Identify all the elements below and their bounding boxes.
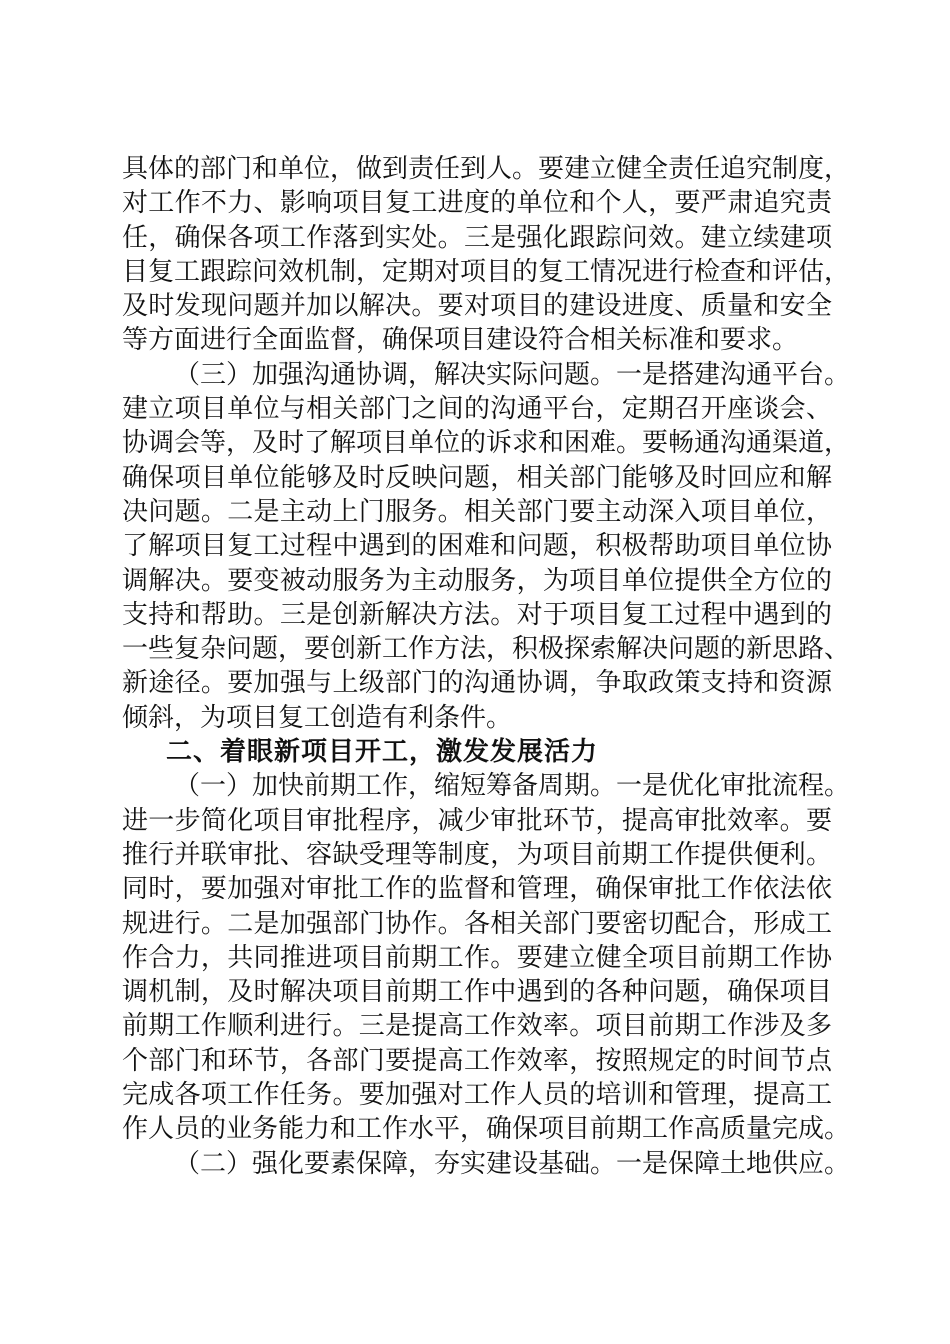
- text-line: 对工作不力、影响项目复工进度的单位和个人，要严肃追究责: [122, 188, 832, 219]
- text-line: 等方面进行全面监督，确保项目建设符合相关标准和要求。: [122, 325, 799, 356]
- text-line: 决问题。二是主动上门服务。相关部门要主动深入项目单位，: [122, 496, 832, 527]
- text-line: 作人员的业务能力和工作水平，确保项目前期工作高质量完成。: [122, 1114, 851, 1145]
- text-line: 新途径。要加强与上级部门的沟通协调，争取政策支持和资源: [122, 668, 832, 699]
- text-line: 了解项目复工过程中遇到的困难和问题，积极帮助项目单位协: [122, 531, 832, 562]
- text-line: 作合力，共同推进项目前期工作。要建立健全项目前期工作协: [122, 942, 832, 973]
- subsection-heading-line: （二）强化要素保障，夯实建设基础。一是保障土地供应。: [174, 1148, 851, 1179]
- text-line: 协调会等，及时了解项目单位的诉求和困难。要畅通沟通渠道，: [122, 428, 851, 459]
- text-line: 完成各项工作任务。要加强对工作人员的培训和管理，提高工: [122, 1080, 832, 1111]
- text-line: 具体的部门和单位，做到责任到人。要建立健全责任追究制度，: [122, 154, 851, 184]
- text-line: 目复工跟踪问效机制，定期对项目的复工情况进行检查和评估，: [122, 256, 851, 287]
- text-line: 任，确保各项工作落到实处。三是强化跟踪问效。建立续建项: [122, 222, 832, 253]
- subsection-heading-line: （三）加强沟通协调，解决实际问题。一是搭建沟通平台。: [174, 359, 851, 390]
- text-line: 前期工作顺利进行。三是提高工作效率。项目前期工作涉及多: [122, 1011, 832, 1042]
- text-line: 同时，要加强对审批工作的监督和管理，确保审批工作依法依: [122, 874, 832, 905]
- text-line: 进一步简化项目审批程序，减少审批环节，提高审批效率。要: [122, 805, 832, 836]
- text-line: 个部门和环节，各部门要提高工作效率，按照规定的时间节点: [122, 1045, 832, 1076]
- document-body: [122, 152, 851, 1181]
- text-line: 调机制，及时解决项目前期工作中遇到的各种问题，确保项目: [122, 977, 832, 1008]
- text-line: 推行并联审批、容缺受理等制度，为项目前期工作提供便利。: [122, 839, 832, 870]
- text-line: 一些复杂问题，要创新工作方法，积极探索解决问题的新思路、: [122, 634, 851, 665]
- text-line: 倾斜，为项目复工创造有利条件。: [122, 702, 513, 733]
- text-line: 建立项目单位与相关部门之间的沟通平台，定期召开座谈会、: [122, 394, 832, 425]
- section-heading: 二、着眼新项目开工，激发发展活力: [166, 737, 599, 768]
- subsection-heading-line: （一）加快前期工作，缩短筹备周期。一是优化审批流程。: [174, 771, 851, 802]
- text-line: 调解决。要变被动服务为主动服务，为项目单位提供全方位的: [122, 565, 832, 596]
- text-line: 及时发现问题并加以解决。要对项目的建设进度、质量和安全: [122, 291, 832, 322]
- text-line: 规进行。二是加强部门协作。各相关部门要密切配合，形成工: [122, 908, 832, 939]
- text-line: 支持和帮助。三是创新解决方法。对于项目复工过程中遇到的: [122, 599, 832, 630]
- text-line: 确保项目单位能够及时反映问题，相关部门能够及时回应和解: [122, 462, 832, 493]
